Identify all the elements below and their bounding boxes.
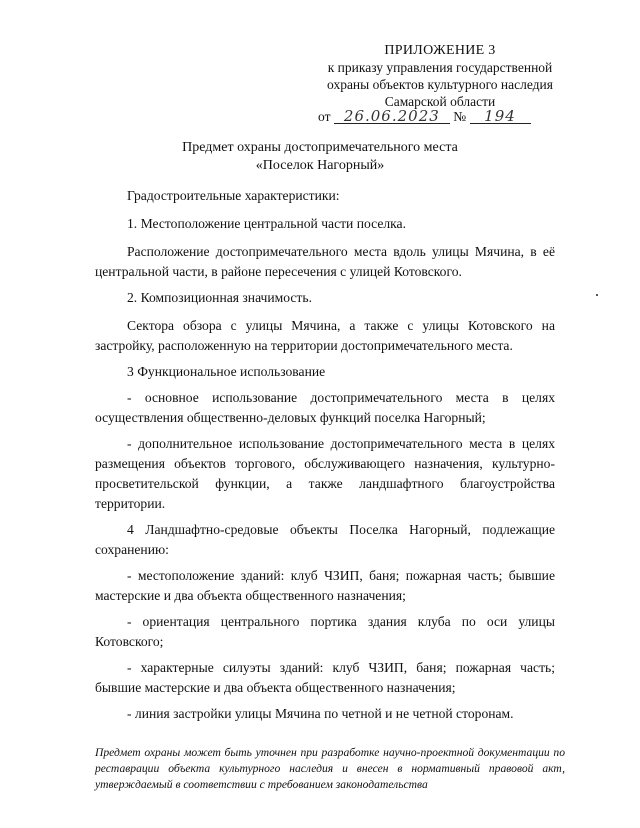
document-body	[95, 186, 555, 724]
paragraph-composition-heading: 2. Композиционная значимость.	[127, 290, 312, 305]
handwritten-date: 26.06.2023	[334, 109, 450, 124]
order-date-number-line	[318, 109, 531, 125]
scan-speck	[596, 294, 598, 296]
paragraph-building-locations: - местоположение зданий: клуб ЧЗИП, баня; пожарная часть; бывшие мастерские и два объекта общественного назначения;	[95, 568, 555, 603]
appendix-title: ПРИЛОЖЕНИЕ 3	[384, 43, 496, 58]
paragraph-building-line: - линия застройки улицы Мячина по четной и не четной сторонам.	[127, 706, 514, 721]
footnote: Предмет охраны может быть уточнен при разработке научно-проектной документации по реставрации объекта культурного наследия и внесен в нормативный правовой акт, утверждаемый в соответствии с требованием законодательства	[95, 746, 565, 791]
appendix-line-1: к приказу управления государственной	[327, 60, 553, 75]
handwritten-number: 194	[470, 109, 531, 124]
paragraph-additional-use: - дополнительное использование достопримечательного места в целях размещения объектов торгового, обслуживающего назначения, культурно-просветительской функции, а также ландшафтного благоустройства территории.	[95, 436, 555, 511]
appendix-line-3: Самарской области	[384, 94, 496, 109]
title-line-2: «Поселок Нагорный»	[255, 158, 385, 173]
paragraph-landscape-heading: 4 Ландшафтно-средовые объекты Поселка Нагорный, подлежащие сохранению:	[95, 522, 555, 557]
paragraph-building-silhouettes: - характерные силуэты зданий: клуб ЧЗИП, баня; пожарная часть; бывшие мастерские и два объекта общественного назначения;	[95, 660, 555, 695]
appendix-line-2: охраны объектов культурного наследия	[327, 77, 553, 92]
paragraph-portico-orientation: - ориентация центрального портика здания клуба по оси улицы Котовского;	[95, 614, 555, 649]
paragraph-function-heading: 3 Функциональное использование	[127, 364, 326, 379]
paragraph-location-heading: 1. Местоположение центральной части поселка.	[127, 216, 406, 231]
title-line-1: Предмет охраны достопримечательного места	[182, 140, 458, 155]
paragraph-location-text: Расположение достопримечательного места вдоль улицы Мячина, в её центральной части, в районе пересечения с улицей Котовского.	[95, 244, 555, 279]
number-prefix: №	[453, 109, 467, 124]
paragraph-composition-text: Сектора обзора с улицы Мячина, а также с улицы Котовского на застройку, расположенную на территории достопримечательного места.	[95, 318, 555, 353]
document-title	[120, 139, 520, 175]
date-prefix: от	[318, 109, 331, 124]
appendix-header	[300, 42, 580, 110]
paragraph-main-use: - основное использование достопримечательного места в целях осуществления общественно-деловых функций поселка Нагорный;	[95, 390, 555, 425]
paragraph-urban-characteristics: Градостроительные характеристики:	[127, 188, 340, 203]
